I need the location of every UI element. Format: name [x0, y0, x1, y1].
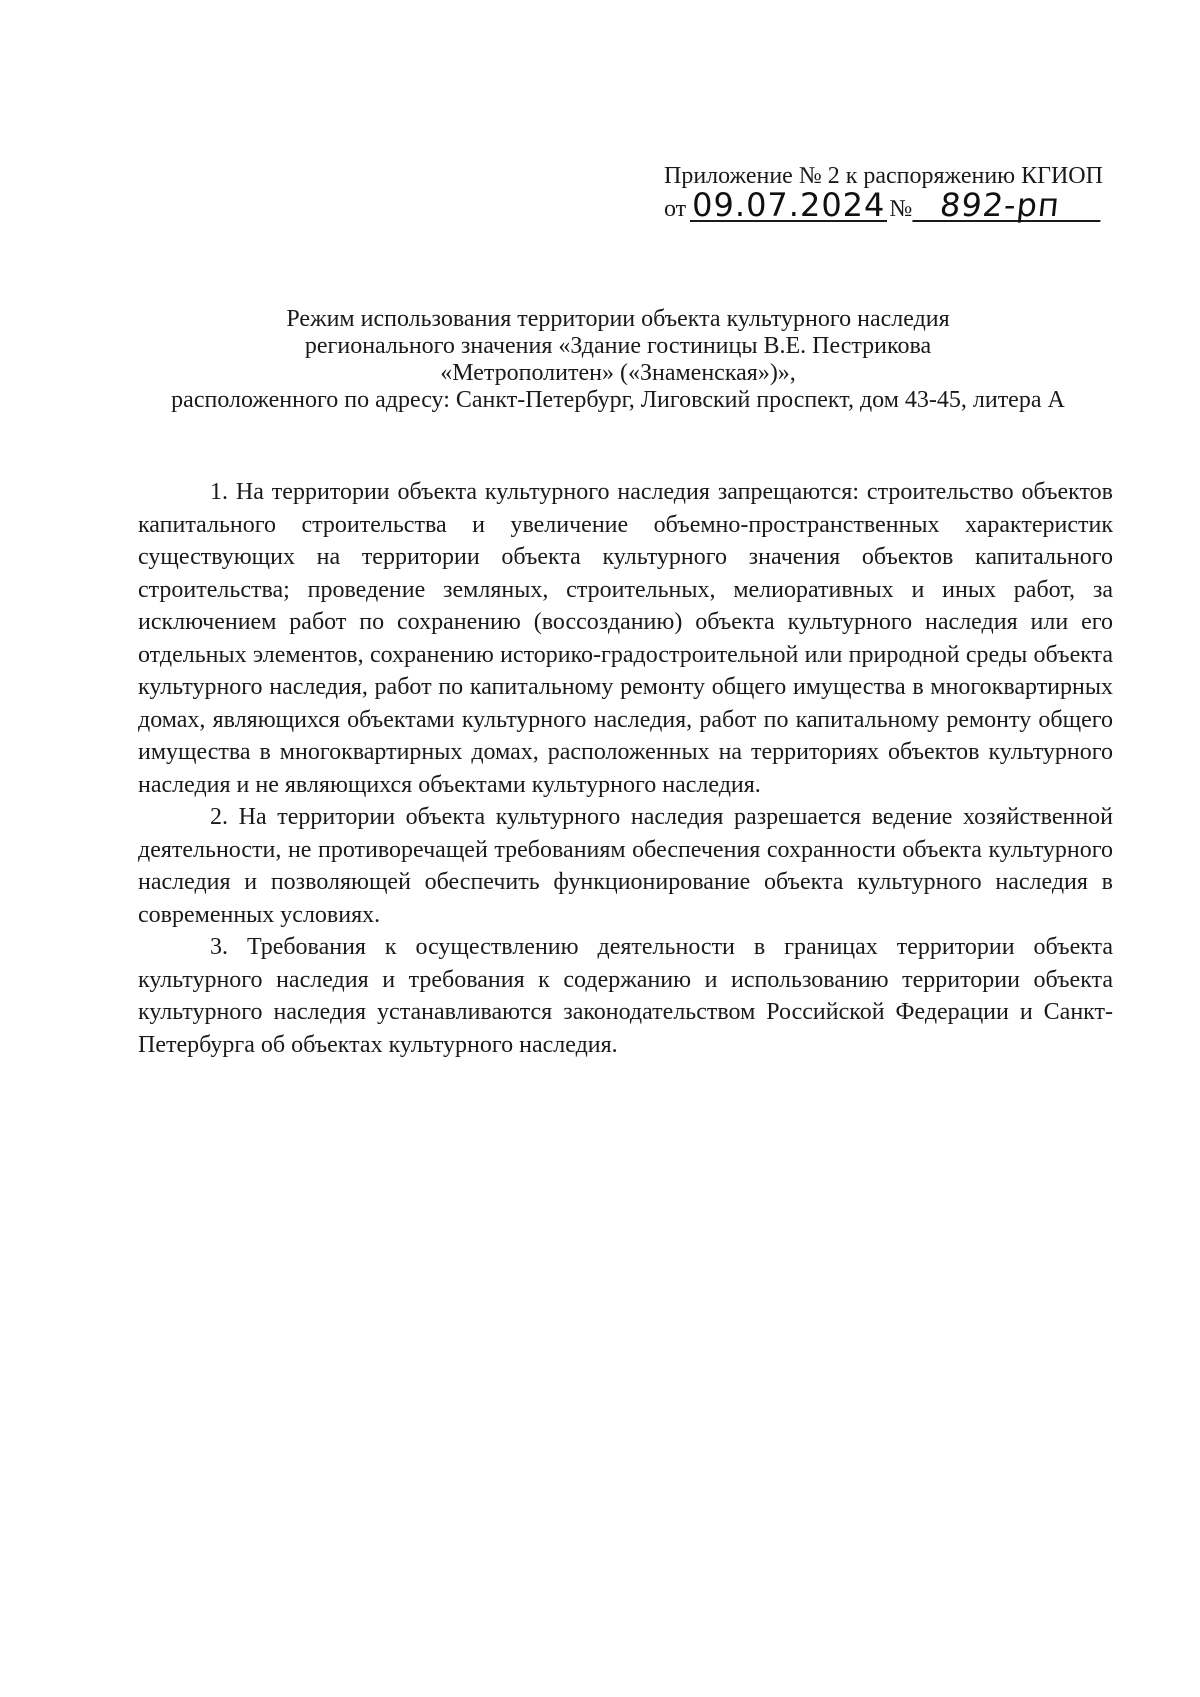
handwritten-order-number: 892-рп — [913, 190, 1104, 222]
annex-title: Приложение № 2 к распоряжению КГИОП — [664, 163, 1103, 189]
document-body — [138, 476, 1113, 1061]
handwritten-date: 09.07.2024 — [692, 186, 886, 224]
paragraph-2: 2. На территории объекта культурного наследия разрешается ведение хозяйственной деятельности, не противоречащей требованиям обеспечения сохранности объекта культурного наследия и позволяющей обеспечить функционирование объекта культурного наследия в современных условиях. — [138, 804, 1113, 928]
title-line-2: регионального значения «Здание гостиницы В.Е. Пестрикова — [304, 333, 932, 359]
from-label: от — [664, 196, 687, 222]
order-reference — [664, 186, 1124, 226]
title-line-1: Режим использования территории объекта культурного наследия — [286, 306, 950, 332]
title-line-4: расположенного по адресу: Санкт-Петербург, Лиговский проспект, дом 43-45, литера А — [171, 387, 1065, 413]
title-line-3: «Метрополитен» («Знаменская»)», — [440, 360, 796, 386]
number-sign: № — [889, 196, 913, 222]
annex-header — [664, 162, 1124, 226]
paragraph-1: 1. На территории объекта культурного наследия запрещаются: строительство объектов капитального строительства и увеличение объемно-пространственных характеристик существующих на территории объекта культурного значения объектов капитального строительства; проведение земляных, строительных, мелиоративных и иных работ, за исключением работ по сохранению (воссозданию) объекта культурного наследия или его отдельных элементов, сохранению историко-градостроительной или природной среды объекта культурного наследия, работ по капитальному ремонту общего имущества в многоквартирных домах, являющихся объектами культурного наследия, работ по капитальному ремонту общего имущества в многоквартирных домах, расположенных на территориях объектов культурного наследия и не являющихся объектами культурного наследия. — [138, 479, 1113, 798]
paragraph-3: 3. Требования к осуществлению деятельности в границах территории объекта культурного наследия и требования к содержанию и использованию территории объекта культурного наследия устанавливаются законодательством Российской Федерации и Санкт-Петербурга об объектах культурного наследия. — [138, 934, 1113, 1058]
document-title — [120, 306, 1116, 414]
